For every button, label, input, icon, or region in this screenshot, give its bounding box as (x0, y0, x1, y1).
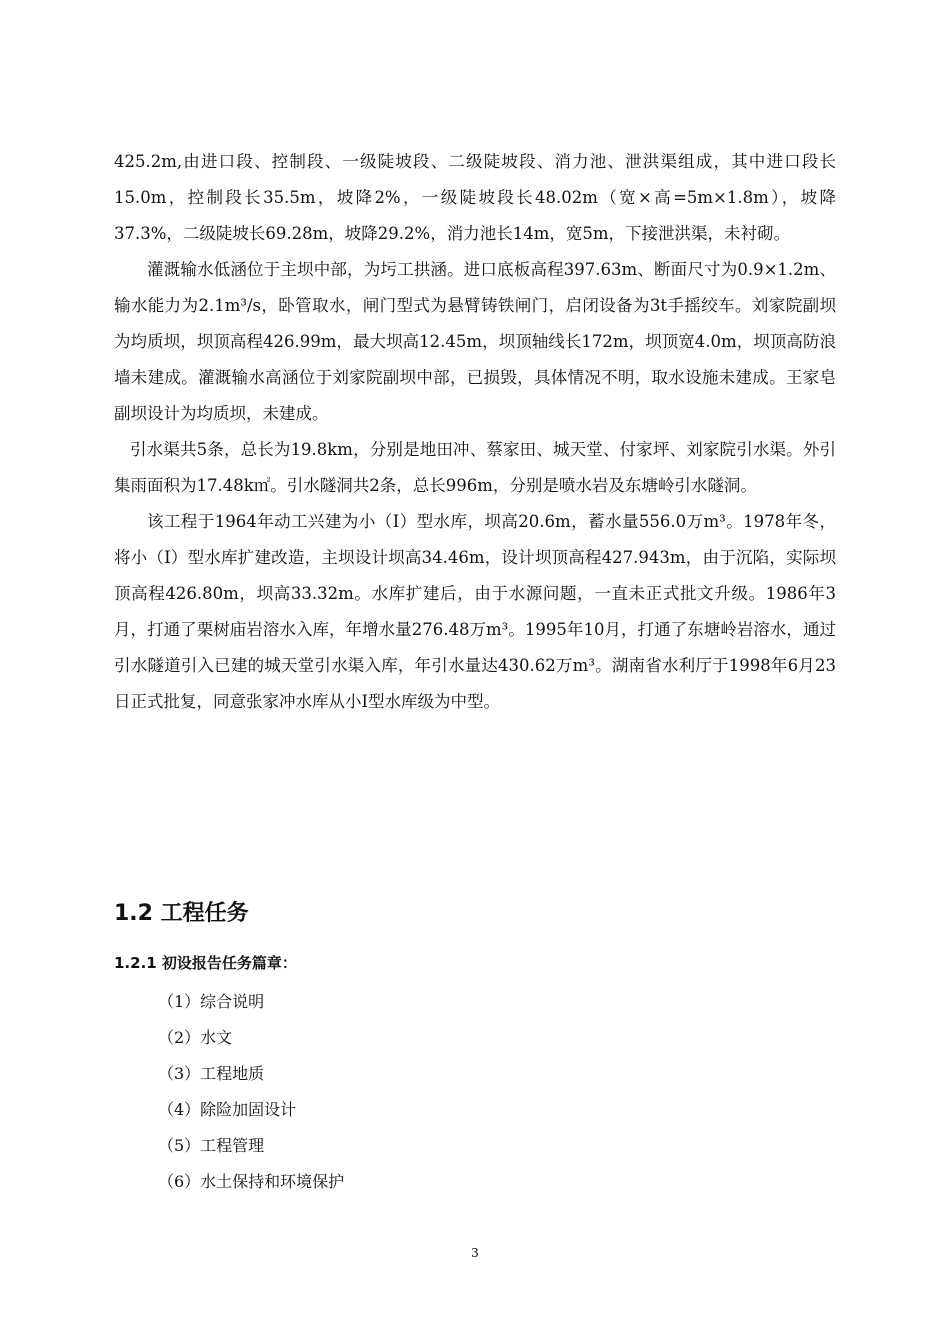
section-title: 1.2 工程任务 (114, 901, 249, 926)
list-item: （5）工程管理 (158, 1136, 265, 1155)
list-item: （6）水土保持和环境保护 (158, 1172, 345, 1191)
paragraph-diversion-canals: 引水渠共5条，总长为19.8km，分别是地田冲、蔡家田、城天堂、付家坪、刘家院引水渠。外引集雨面积为17.48k㎡。引水隧洞共2条，总长996m，分别是喷水岩及东塘岭引水隧洞。 (114, 440, 836, 495)
paragraph-construction-history: 该工程于1964年动工兴建为小（Ⅰ）型水库，坝高20.6m，蓄水量556.0万m³。1978年冬，将小（Ⅰ）型水库扩建改造，主坝设计坝高34.46m，设计坝顶高程427.943m，由于沉陷，实际坝顶高程426.80m，坝高33.32m。水库扩建后，由于水源问题，一直未正式批文升级。1986年3月，打通了栗树庙岩溶水入库，年增水量276.48万m³。1995年10月，打通了东塘岭岩溶水，通过引水隧道引入已建的城天堂引水渠入库，年引水量达430.62万m³。湖南省水利厅于1998年6月23日正式批复，同意张家冲水库从小Ⅰ型水库级为中型。 (114, 512, 836, 711)
paragraph-spillway: 425.2m,由进口段、控制段、一级陡坡段、二级陡坡段、消力池、泄洪渠组成，其中进口段长15.0m，控制段长35.5m，坡降2%，一级陡坡段长48.02m（宽×高=5m×1.8m），坡降37.3%，二级陡坡长69.28m，坡降29.2%，消力池长14m，宽5m，下接泄洪渠，未衬砌。 (114, 152, 836, 243)
body-text (114, 144, 836, 720)
list-item: （1）综合说明 (158, 992, 265, 1011)
subsection-title: 1.2.1 初设报告任务篇章： (114, 954, 297, 972)
task-list (158, 984, 344, 1200)
paragraph-irrigation-culvert: 灌溉输水低涵位于主坝中部，为圬工拱涵。进口底板高程397.63m、断面尺寸为0.9×1.2m、输水能力为2.1m³/s，卧管取水，闸门型式为悬臂铸铁闸门，启闭设备为3t手摇绞车。刘家院副坝为均质坝，坝顶高程426.99m，最大坝高12.45m，坝顶轴线长172m，坝顶宽4.0m，坝顶高防浪墙未建成。灌溉输水高涵位于刘家院副坝中部，已损毁，具体情况不明，取水设施未建成。王家皂副坝设计为均质坝，未建成。 (114, 260, 836, 423)
list-item: （3）工程地质 (158, 1064, 265, 1083)
list-item: （4）除险加固设计 (158, 1100, 297, 1119)
page-number: 3 (471, 1246, 479, 1260)
list-item: （2）水文 (158, 1028, 233, 1047)
